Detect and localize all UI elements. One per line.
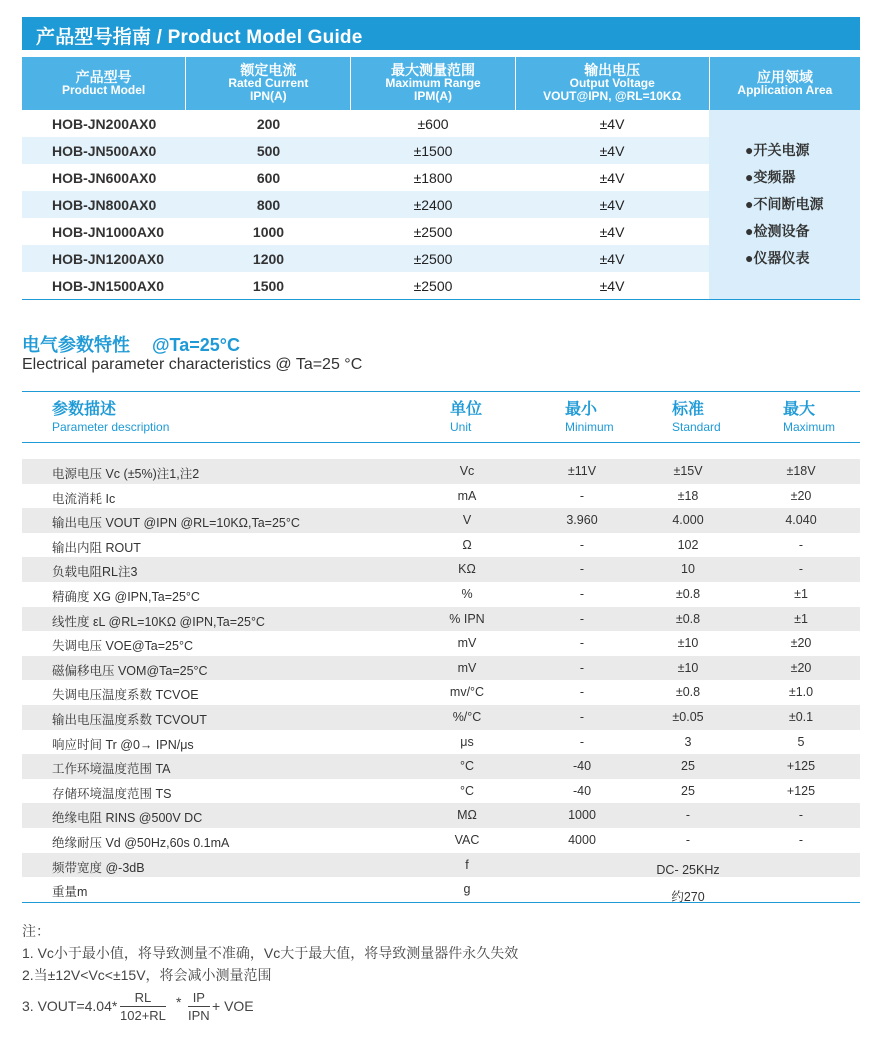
param-name: 负载电阻RL注3 <box>52 565 138 580</box>
param-min: -40 <box>572 759 592 774</box>
param-unit: g <box>463 882 471 897</box>
param-min: ±11V <box>567 464 597 478</box>
param-unit: mv/°C <box>449 685 485 700</box>
model-cell: HOB-JN200AX0 <box>52 115 157 132</box>
current-cell: 800 <box>186 191 351 218</box>
param-min: - <box>579 586 585 601</box>
param-std: ±10 <box>677 660 699 675</box>
param-row <box>22 853 860 878</box>
range-cell: ±1500 <box>351 137 515 164</box>
current-cell: 200 <box>256 115 281 132</box>
param-unit: KΩ <box>458 562 476 577</box>
param-name: 存储环境温度范围 TS <box>52 786 172 801</box>
param-max: ±18V <box>786 464 816 478</box>
param-row <box>22 754 860 779</box>
note-2: 2.当±12V<Vc<±15V，将会减小测量范围 <box>22 967 272 983</box>
header-application-area: 应用领域 Application Area <box>737 68 833 97</box>
param-unit: % IPN <box>449 611 485 626</box>
range-cell: ±2500 <box>413 277 453 294</box>
section-title-zh: 电气参数特性 @Ta=25°C <box>22 335 240 355</box>
section-title-en: Electrical parameter characteristics @ Ta=25 °C <box>22 356 363 373</box>
param-max: 5 <box>797 734 805 749</box>
range-cell: ±600 <box>417 115 449 132</box>
model-cell: HOB-JN500AX0 <box>22 137 186 164</box>
param-row <box>22 607 860 632</box>
param-name: 磁偏移电压 VOM@Ta=25°C <box>52 663 208 678</box>
param-unit: % <box>461 586 473 601</box>
param-std: ±0.05 <box>672 709 704 724</box>
range-cell: ±2400 <box>351 191 515 218</box>
current-cell: 1200 <box>186 245 351 272</box>
model-cell: HOB-JN1500AX0 <box>52 277 165 294</box>
electrical-parameter-table <box>22 391 860 903</box>
param-unit: VAC <box>454 832 480 847</box>
param-max: ±20 <box>790 636 812 651</box>
param-max: +125 <box>786 759 816 774</box>
param-max: ±20 <box>790 660 812 675</box>
param-name: 绝缘电阻 RINS @500V DC <box>52 811 203 826</box>
param-max: ±1.0 <box>788 685 814 700</box>
header-parameter: 参数描述 Parameter description <box>52 401 170 434</box>
application-item: ●不间断电源 <box>745 196 824 212</box>
param-std: ±0.8 <box>675 685 701 700</box>
param-std: 25 <box>681 783 695 798</box>
param-unit: °C <box>459 783 475 798</box>
param-max: - <box>798 832 804 847</box>
param-table-header <box>22 392 860 443</box>
formula-fraction-2: IP IPN <box>188 990 210 1023</box>
model-cell: HOB-JN800AX0 <box>22 191 186 218</box>
header-rated-current: 额定电流 Rated Current IPN(A) <box>186 57 351 110</box>
param-std: 4.000 <box>672 513 704 528</box>
model-cell: HOB-JN1000AX0 <box>52 223 165 240</box>
param-max: - <box>798 562 804 577</box>
param-std: ±18 <box>677 488 699 503</box>
param-min: -40 <box>572 783 592 798</box>
param-unit: μs <box>460 734 474 749</box>
param-std: 102 <box>677 537 699 552</box>
param-row <box>22 730 860 755</box>
param-table-body <box>22 459 860 905</box>
param-max: - <box>798 537 804 552</box>
param-max: +125 <box>786 783 816 798</box>
param-span-value: 约270 <box>671 890 705 905</box>
model-table-body <box>22 110 860 300</box>
param-unit: MΩ <box>457 808 477 823</box>
param-max: 4.040 <box>785 513 817 528</box>
param-min: - <box>579 488 585 503</box>
param-row <box>22 705 860 730</box>
formula-fraction-1: RL 102+RL <box>120 990 166 1023</box>
param-name: 绝缘耐压 Vd @50Hz,60s 0.1mA <box>52 835 230 850</box>
param-row <box>22 828 860 853</box>
param-min: - <box>579 660 585 675</box>
param-std: - <box>685 808 691 823</box>
header-maximum-range: 最大测量范围 Maximum Range IPM(A) <box>351 57 515 110</box>
current-cell: 1500 <box>252 277 285 294</box>
voltage-cell: ±4V <box>515 245 709 272</box>
param-row <box>22 877 860 905</box>
param-std: ±10 <box>677 636 699 651</box>
model-table-header <box>22 57 860 110</box>
header-gap <box>22 443 860 459</box>
param-std: ±0.8 <box>675 611 701 626</box>
param-name: 输出电压温度系数 TCVOUT <box>52 712 207 727</box>
param-max: ±1 <box>794 586 808 601</box>
param-name: 电源电压 Vc (±5%)注1,注2 <box>52 467 200 481</box>
param-row <box>22 656 860 681</box>
param-max: ±1 <box>794 611 808 626</box>
param-min: 3.960 <box>566 513 598 528</box>
range-cell: ±1800 <box>413 169 453 186</box>
param-std: 25 <box>681 759 695 774</box>
param-unit: f <box>465 857 469 872</box>
param-name: 失调电压温度系数 TCVOE <box>52 688 199 703</box>
application-item: ●变频器 <box>745 169 796 185</box>
voltage-cell: ±4V <box>515 191 709 218</box>
param-std: - <box>685 832 691 847</box>
param-max: ±0.1 <box>788 709 814 724</box>
current-cell: 500 <box>186 137 351 164</box>
param-unit: Ω <box>462 537 472 552</box>
param-row <box>22 631 860 656</box>
param-name: 精确度 XG @IPN,Ta=25°C <box>52 589 200 604</box>
param-max: - <box>798 808 804 823</box>
param-row <box>22 557 860 582</box>
application-item: ●开关电源 <box>745 142 810 158</box>
param-max: ±20 <box>790 488 812 503</box>
current-cell: 1000 <box>252 223 285 240</box>
param-min: - <box>579 537 585 552</box>
voltage-cell: ±4V <box>599 115 625 132</box>
current-cell: 600 <box>256 169 281 186</box>
model-cell: HOB-JN600AX0 <box>52 169 157 186</box>
param-unit: %/°C <box>452 709 482 724</box>
param-row <box>22 508 860 533</box>
param-unit: °C <box>459 759 475 774</box>
header-standard: 标准 Standard <box>672 401 721 434</box>
param-min: - <box>579 611 585 626</box>
notes-heading: 注： <box>22 923 50 939</box>
header-output-voltage: 输出电压 Output Voltage VOUT@IPN, @RL=10KΩ <box>516 57 710 110</box>
param-std: 3 <box>684 734 692 749</box>
param-name: 响应时间 Tr @0→ IPN/μs <box>52 737 194 752</box>
header-minimum: 最小 Minimum <box>565 401 614 434</box>
notes <box>22 920 518 986</box>
param-name: 电流消耗 Ic <box>52 491 116 506</box>
param-min: - <box>579 562 585 577</box>
application-item: ●检测设备 <box>745 223 810 239</box>
param-name: 工作环境温度范围 TA <box>52 762 171 777</box>
param-span-value: DC- 25KHz <box>656 862 720 877</box>
product-model-table <box>22 57 860 300</box>
range-cell: ±2500 <box>413 223 453 240</box>
formula-suffix: + VOE <box>212 998 254 1014</box>
param-std: 10 <box>681 562 695 577</box>
param-row <box>22 680 860 705</box>
param-row <box>22 484 860 509</box>
param-min: 4000 <box>568 832 596 847</box>
voltage-cell: ±4V <box>599 223 625 240</box>
param-unit: mA <box>457 488 477 503</box>
param-std: ±0.8 <box>675 586 701 601</box>
param-name: 重量m <box>52 885 88 900</box>
param-std: ±15V <box>673 464 703 478</box>
model-cell: HOB-JN1200AX0 <box>22 245 186 272</box>
note-1: 1. Vc小于最小值，将导致测量不准确，Vc大于最大值，将导致测量器件永久失效 <box>22 945 519 961</box>
param-name: 输出电压 VOUT @IPN @RL=10KΩ,Ta=25°C <box>52 516 300 531</box>
param-unit: V <box>462 513 472 528</box>
application-area-cell <box>709 110 860 299</box>
header-product-model: 产品型号 Product Model <box>22 57 186 110</box>
param-row <box>22 459 860 484</box>
param-row <box>22 803 860 828</box>
param-name: 输出内阻 ROUT <box>52 540 141 555</box>
param-min: - <box>579 709 585 724</box>
header-unit: 单位 Unit <box>450 401 483 434</box>
voltage-cell: ±4V <box>515 137 709 164</box>
param-min: - <box>579 636 585 651</box>
param-name: 失调电压 VOE@Ta=25°C <box>52 639 193 654</box>
param-row <box>22 533 860 558</box>
formula-star: * <box>176 994 182 1010</box>
param-unit: mV <box>457 660 477 675</box>
formula-prefix: 3. VOUT=4.04* <box>22 998 118 1014</box>
voltage-cell: ±4V <box>599 277 625 294</box>
param-unit: Vc <box>459 464 475 478</box>
application-item: ●仪器仪表 <box>745 250 810 266</box>
banner-title: 产品型号指南 / Product Model Guide <box>36 27 363 48</box>
param-row <box>22 582 860 607</box>
section-banner <box>22 17 860 50</box>
param-unit: mV <box>457 636 477 651</box>
param-name: 频带宽度 @-3dB <box>52 860 145 875</box>
param-min: - <box>579 734 585 749</box>
voltage-cell: ±4V <box>599 169 625 186</box>
param-name: 线性度 εL @RL=10KΩ @IPN,Ta=25°C <box>52 614 265 629</box>
param-row <box>22 779 860 804</box>
param-min: 1000 <box>568 808 596 823</box>
header-maximum: 最大 Maximum <box>783 401 836 434</box>
range-cell: ±2500 <box>351 245 515 272</box>
param-min: - <box>579 685 585 700</box>
